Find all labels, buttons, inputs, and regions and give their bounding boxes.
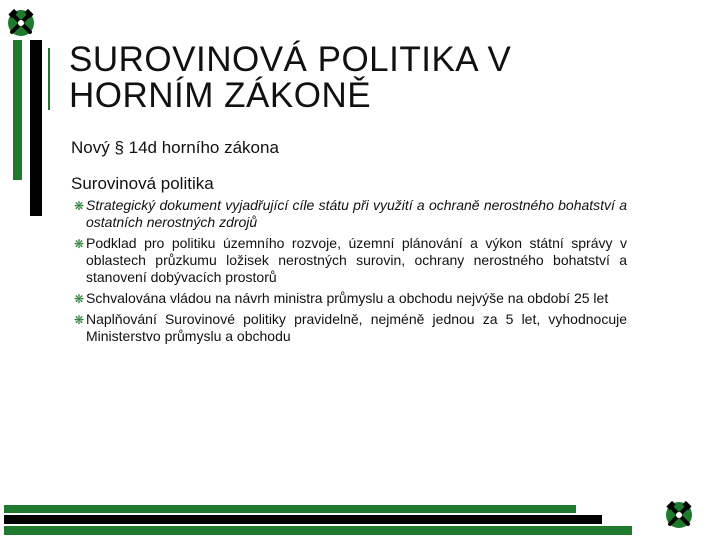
title-line-1: SUROVINOVÁ POLITIKA V xyxy=(69,40,512,79)
bullet-icon: ❋ xyxy=(74,237,85,251)
list-item xyxy=(74,235,627,286)
bullet-text: Naplňování Surovinové politiky pravidelně, nejméně jednou za 5 let, vyhodnocuje Ministerstvo průmyslu a obchodu xyxy=(86,311,627,344)
title-line-2: HORNÍM ZÁKONĚ xyxy=(69,76,372,115)
bottom-green-bar-lower xyxy=(4,526,632,535)
left-green-bar xyxy=(13,40,22,180)
bullet-icon: ❋ xyxy=(74,199,85,213)
list-item xyxy=(74,311,627,345)
crossed-hammers-logo-icon xyxy=(664,500,694,530)
crossed-hammers-logo-icon xyxy=(6,8,36,38)
bottom-green-bar xyxy=(4,505,576,513)
list-item xyxy=(74,290,627,307)
list-item xyxy=(74,197,627,231)
slide-subtitle: Nový § 14d horního zákona xyxy=(71,138,279,157)
bottom-black-bar xyxy=(4,515,602,524)
bullet-icon: ❋ xyxy=(74,313,85,327)
left-black-bar xyxy=(30,40,42,216)
bullet-list xyxy=(74,197,627,349)
bullet-text: Schvalována vládou na návrh ministra průmyslu a obchodu nejvýše na období 25 let xyxy=(86,290,609,306)
slide-title xyxy=(69,42,689,114)
title-accent-rule xyxy=(48,48,50,110)
bullet-text: Podklad pro politiku územního rozvoje, územní plánování a výkon státní správy v oblastech průzkumu ložisek nerostných surovin, ochrany nerostného bohatství a stanovení dobývacích prostorů xyxy=(86,235,627,285)
bullet-text: Strategický dokument vyjadřující cíle státu při využití a ochraně nerostného bohatství a ostatních nerostných zdrojů xyxy=(86,197,627,230)
section-heading: Surovinová politika xyxy=(71,174,214,193)
bullet-icon: ❋ xyxy=(74,292,85,306)
